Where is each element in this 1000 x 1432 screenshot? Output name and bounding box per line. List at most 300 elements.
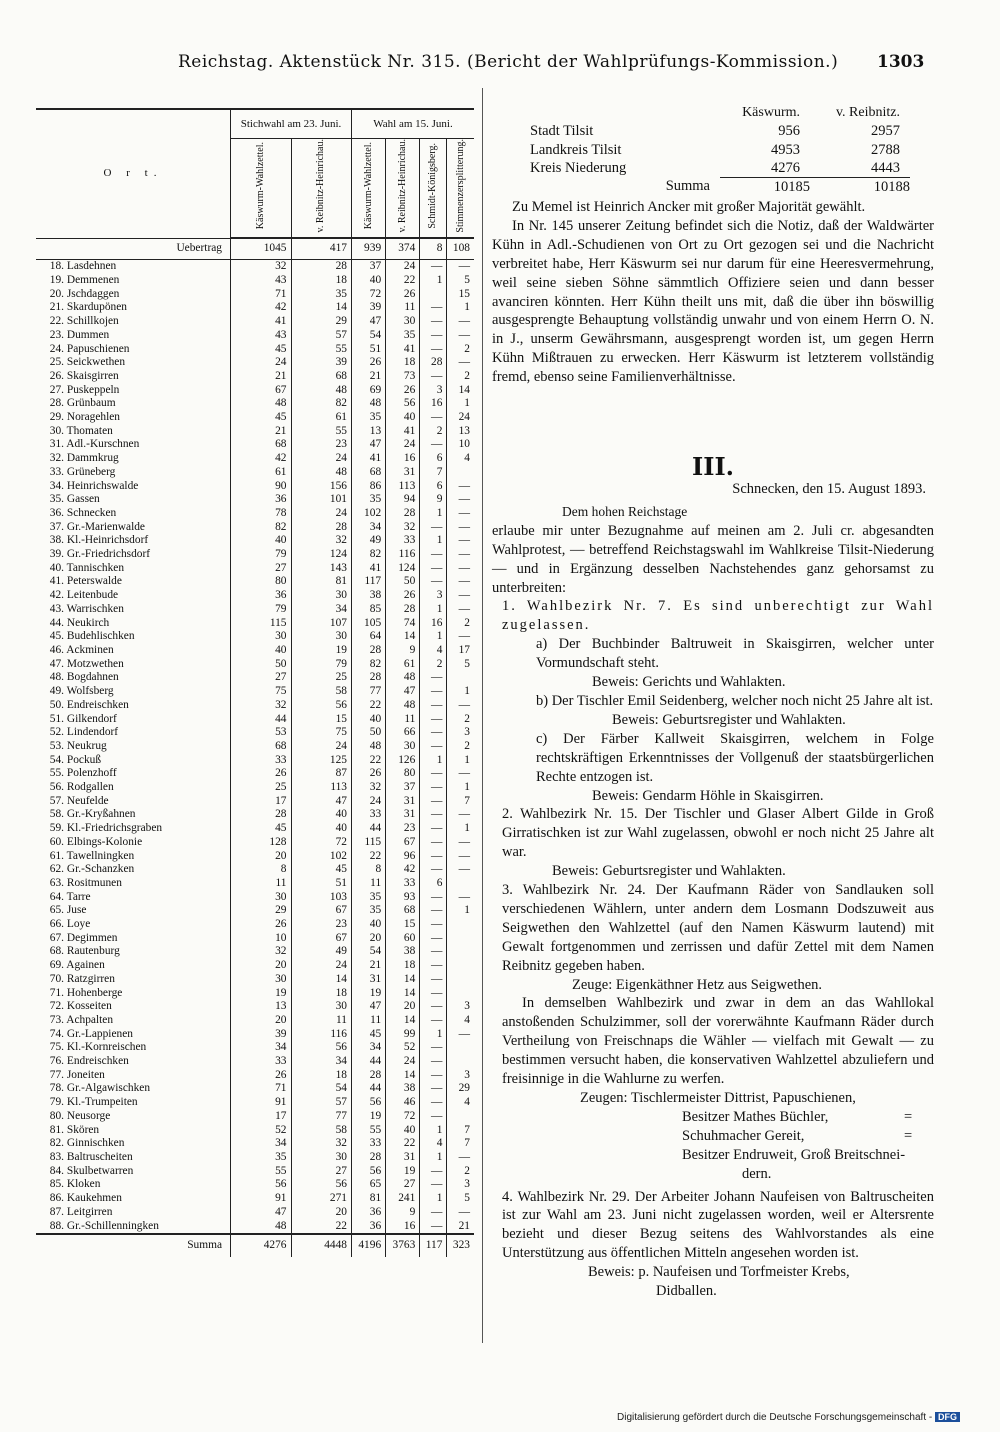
vote-cell: 73 [386, 370, 420, 384]
vote-cell: 30 [291, 1000, 352, 1014]
vote-cell: 3763 [386, 1234, 420, 1257]
place-name: Kloken [66, 1178, 101, 1191]
vote-cell: 32 [291, 534, 352, 548]
vote-head-kaeswurm: Käswurm. [742, 105, 800, 120]
vote-cell: 11 [231, 877, 292, 891]
row-number: 67. [49, 931, 64, 944]
vote-cell: 2 [420, 425, 447, 439]
vote-cell: 87 [291, 767, 352, 781]
vote-cell: — [447, 1028, 474, 1042]
vote-cell: 4 [447, 452, 474, 466]
vote-cell: 23 [291, 438, 352, 452]
place-name: Gr.-Schillenningken [66, 1219, 159, 1232]
vote-cell: — [447, 699, 474, 713]
table-row [36, 671, 474, 685]
vote-cell: 14 [386, 1014, 420, 1028]
vote-cell: 51 [352, 343, 386, 357]
table-row [36, 1069, 474, 1083]
vote-cell: 26 [352, 356, 386, 370]
row-number: 49. [49, 685, 64, 698]
vote-cell: 47 [291, 795, 352, 809]
vote-cell: 14 [386, 1069, 420, 1083]
vote-cell: 115 [231, 617, 292, 631]
place-name: Kl.-Friedrichsgraben [66, 822, 163, 835]
vote-cell: 21 [352, 370, 386, 384]
column-header-label: v. Reibnitz-Heinrichau. [315, 139, 327, 233]
row-number: 80. [49, 1109, 64, 1122]
vote-cell: — [420, 301, 447, 315]
place-name: Degimmen [66, 931, 118, 944]
vote-cell: 5 [447, 274, 474, 288]
vote-cell: 1 [447, 754, 474, 768]
vote-cell: 34 [291, 603, 352, 617]
vote-cell: 96 [386, 850, 420, 864]
vote-cell: — [420, 918, 447, 932]
vote-cell: 44 [352, 1082, 386, 1096]
row-number: 41. [49, 575, 64, 588]
vote-cell: 1 [420, 1192, 447, 1206]
place-name: Polenzhoff [66, 767, 117, 780]
row-number: 65. [49, 904, 64, 917]
item-3: 3. Wahlbezirk Nr. 24. Der Kaufmann Räder von Sandlauken soll verschiedenen Wählern, unter andern dem Losmann Dodszuweit aus Seigwethen den Wahlzettel (auf den Namen Käswurm lautend) mit Gewalt fortgenommen und zerrissen und dafür Zettel mit dem Namen Reibnitz gegeben haben. [502, 882, 934, 974]
vote-cell: 26 [386, 589, 420, 603]
vote-cell: 14 [386, 987, 420, 1001]
vote-cell: 9 [386, 644, 420, 658]
vote-cell: 49 [291, 945, 352, 959]
place-name: Neukrug [66, 739, 107, 752]
vote-cell: 156 [291, 480, 352, 494]
vote-cell: 6 [420, 877, 447, 891]
vote-cell: — [420, 726, 447, 740]
place-name: Lindendorf [66, 726, 119, 739]
vote-cell: 22 [352, 850, 386, 864]
vote-cell: 28 [231, 808, 292, 822]
vote-cell: 11 [291, 1014, 352, 1028]
table-row [36, 658, 474, 672]
vote-cell: 34 [231, 1041, 292, 1055]
item-3-witnesses-5: dern. [742, 1165, 772, 1182]
table-row [36, 1178, 474, 1192]
vote-cell: 20 [231, 1014, 292, 1028]
place-name: Gr.-Kryßahnen [66, 808, 136, 821]
vote-cell: — [447, 356, 474, 370]
vote-cell: 28 [386, 507, 420, 521]
paragraph-intro: erlaube mir unter Bezugnahme auf meinen am 2. Juli cr. abgesandten Wahlprotest, — betreffend Reichstagswahl im Wahlkreise Tilsit-Niederung — und in Ergänzung desselben Nachstehendes ganz gehorsamst zu unterbreiten: [492, 522, 934, 596]
row-number: 83. [49, 1151, 64, 1163]
vote-cell: 30 [386, 315, 420, 329]
vote-cell: 24 [386, 260, 420, 274]
place-name: Kosseiten [66, 1000, 112, 1013]
vote-row [530, 141, 910, 159]
vote-cell: 33 [352, 1137, 386, 1151]
vote-cell: 58 [291, 1124, 352, 1138]
vote-cell: 1045 [231, 238, 292, 260]
vote-cell: 35 [352, 891, 386, 905]
row-number: 86. [49, 1192, 64, 1205]
vote-cell: 20 [231, 850, 292, 864]
table-row [36, 1192, 474, 1206]
vote-cell: 57 [291, 329, 352, 343]
place-name: Puskeppeln [66, 383, 120, 396]
vote-cell: 116 [386, 548, 420, 562]
vote-cell: 16 [420, 397, 447, 411]
table-row [36, 466, 474, 480]
vote-cell: 17 [231, 1110, 292, 1124]
table-row [36, 740, 474, 754]
vote-cell: 38 [352, 589, 386, 603]
vote-cell: 14 [291, 301, 352, 315]
place-name: Grüneberg [66, 465, 116, 478]
place-name: Dammkrug [66, 452, 119, 465]
row-number: 53. [49, 739, 64, 752]
vote-cell: 19 [352, 1110, 386, 1124]
place-name: Seickwethen [66, 356, 126, 369]
row-number: 32. [49, 452, 64, 465]
vote-cell: 19 [352, 987, 386, 1001]
vote-cell: 28 [291, 260, 352, 274]
vote-cell: 26 [231, 767, 292, 781]
vote-cell: 48 [291, 466, 352, 480]
table-row [36, 301, 474, 315]
vote-cell: 39 [231, 1028, 292, 1042]
table-row [36, 1055, 474, 1069]
vote-cell: — [420, 1014, 447, 1028]
vote-cell: — [447, 493, 474, 507]
table-row [36, 754, 474, 768]
vote-cell: 38 [386, 1082, 420, 1096]
vote-cell: 34 [291, 1055, 352, 1069]
vote-cell: 19 [386, 1165, 420, 1179]
vote-cell: 4196 [352, 1234, 386, 1257]
item-4-proof-2: Didballen. [656, 1283, 717, 1300]
place-name: Schnecken [66, 506, 117, 519]
table-row [36, 630, 474, 644]
vote-cell: 68 [352, 466, 386, 480]
vote-cell: 11 [386, 713, 420, 727]
vote-cell: 71 [231, 1082, 292, 1096]
table-row [36, 1014, 474, 1028]
row-number: 77. [49, 1068, 64, 1081]
vote-cell: 28 [386, 603, 420, 617]
place-name: Gassen [66, 493, 100, 506]
row-number: 37. [49, 520, 64, 533]
table-row [36, 274, 474, 288]
vote-cell [420, 288, 447, 302]
row-number: 78. [49, 1082, 64, 1095]
vote-cell: 80 [386, 767, 420, 781]
vote-cell: 108 [447, 238, 474, 260]
place-name: Baltruscheiten [66, 1151, 133, 1163]
vote-cell: 1 [447, 685, 474, 699]
vote-cell: 56 [352, 1096, 386, 1110]
table-row [36, 411, 474, 425]
row-number: 58. [49, 808, 64, 821]
row-number: 30. [49, 424, 64, 437]
vote-cell: — [420, 781, 447, 795]
row-number: 20. [49, 287, 64, 300]
vote-cell: 22 [386, 1137, 420, 1151]
vote-cell: 68 [231, 740, 292, 754]
vote-cell: 21 [231, 425, 292, 439]
vote-cell: — [420, 740, 447, 754]
vote-cell: 94 [386, 493, 420, 507]
vote-cell: 35 [352, 493, 386, 507]
vote-cell: 1 [420, 1151, 447, 1165]
vote-cell: 5 [447, 1192, 474, 1206]
table-row [36, 329, 474, 343]
row-number: 71. [49, 986, 64, 999]
place-name: Bogdahnen [66, 671, 119, 684]
vote-cell: — [420, 548, 447, 562]
table-row [36, 767, 474, 781]
row-number: 63. [49, 876, 64, 889]
row-number: 47. [49, 657, 64, 670]
vote-cell: 48 [291, 384, 352, 398]
vote-cell: — [420, 987, 447, 1001]
vote-cell: — [420, 713, 447, 727]
vote-cell: 15 [386, 918, 420, 932]
vote-cell: 16 [386, 1220, 420, 1235]
vote-cell: 1 [420, 630, 447, 644]
vote-cell: 3 [447, 1178, 474, 1192]
vote-cell: 126 [386, 754, 420, 768]
vote-cell: 54 [352, 945, 386, 959]
vote-cell: 79 [231, 603, 292, 617]
vote-cell: 2 [447, 617, 474, 631]
vote-cell: 24 [447, 411, 474, 425]
vote-cell: 8 [352, 863, 386, 877]
footer-credit [617, 1412, 960, 1423]
vote-cell: 10 [231, 932, 292, 946]
row-number: 34. [49, 479, 64, 492]
vote-cell: 56 [291, 699, 352, 713]
vote-cell: 30 [231, 630, 292, 644]
vote-district: Landkreis Tilsit [530, 141, 622, 158]
vote-cell: 56 [231, 1178, 292, 1192]
vote-cell: — [420, 411, 447, 425]
place-name: Pockuß [66, 753, 102, 766]
vote-cell: 24 [386, 438, 420, 452]
vote-cell [447, 945, 474, 959]
vote-cell: 54 [291, 1082, 352, 1096]
row-number: 25. [49, 356, 64, 369]
vote-cell: 56 [291, 1041, 352, 1055]
vote-cell: 24 [231, 356, 292, 370]
vote-cell: 82 [352, 658, 386, 672]
place-name: Endreischken [66, 1055, 129, 1068]
vote-cell: 14 [386, 973, 420, 987]
vote-cell: 30 [231, 891, 292, 905]
vote-cell: 7 [447, 1124, 474, 1138]
place-name: Neusorge [66, 1109, 111, 1122]
row-number: 81. [49, 1123, 64, 1136]
vote-cell: — [420, 1041, 447, 1055]
vote-cell: — [420, 1082, 447, 1096]
vote-cell: 18 [291, 1069, 352, 1083]
vote-cell: — [420, 767, 447, 781]
row-number: 64. [49, 890, 64, 903]
place-name: Tannischken [66, 561, 125, 574]
vote-cell: 65 [352, 1178, 386, 1192]
vote-cell: 48 [231, 1220, 292, 1235]
vote-cell: 34 [352, 521, 386, 535]
vote-cell: 82 [291, 397, 352, 411]
vote-cell: — [447, 534, 474, 548]
vote-cell: 117 [420, 1234, 447, 1257]
vote-cell: 35 [291, 288, 352, 302]
vote-cell: 67 [386, 836, 420, 850]
row-number: 61. [49, 849, 64, 862]
vote-cell: 40 [231, 644, 292, 658]
place-name: Warrischken [66, 602, 124, 615]
place-name: Papuschienen [66, 342, 130, 355]
vote-cell: 113 [386, 480, 420, 494]
vote-cell: 18 [386, 356, 420, 370]
place-name: Jschdaggen [66, 287, 120, 300]
place-name: Gr.-Friedrichsdorf [66, 548, 151, 561]
item-1b-proof: Beweis: Geburtsregister und Wahlakten. [612, 711, 846, 728]
place-name: Ackminen [66, 643, 114, 656]
vote-cell: 4 [420, 1137, 447, 1151]
vote-cell: 17 [447, 644, 474, 658]
table-row [36, 891, 474, 905]
row-number: 50. [49, 698, 64, 711]
vote-cell: 42 [386, 863, 420, 877]
vote-kaeswurm: 4276 [771, 159, 800, 176]
vote-cell: — [420, 863, 447, 877]
table-row [36, 945, 474, 959]
vote-cell: 48 [386, 699, 420, 713]
vote-cell: 17 [231, 795, 292, 809]
vote-cell: 68 [386, 904, 420, 918]
vote-cell: 5 [447, 658, 474, 672]
vote-total-b: 10188 [810, 177, 910, 195]
table-row [36, 315, 474, 329]
vote-cell: — [420, 904, 447, 918]
vote-cell: 128 [231, 836, 292, 850]
place-name: Leitgirren [66, 1205, 113, 1218]
vote-cell: 1 [447, 301, 474, 315]
place-name: Dummen [66, 328, 110, 341]
vote-cell: 16 [420, 617, 447, 631]
table-row [36, 795, 474, 809]
place-name: Neufelde [66, 794, 109, 807]
vote-cell: 28 [352, 1151, 386, 1165]
vote-cell: 102 [291, 850, 352, 864]
vote-cell: — [420, 973, 447, 987]
row-number: 22. [49, 315, 64, 328]
place-name: Gr.-Schanzken [66, 863, 135, 876]
vote-cell: 25 [291, 671, 352, 685]
vote-cell: 45 [231, 411, 292, 425]
vote-cell: 323 [447, 1234, 474, 1257]
vote-reibnitz: 4443 [871, 159, 900, 176]
vote-cell: 3 [447, 1000, 474, 1014]
row-number: 56. [49, 781, 64, 794]
row-number: 24. [49, 342, 64, 355]
vote-cell: 71 [231, 288, 292, 302]
vote-cell: — [420, 699, 447, 713]
table-row [36, 534, 474, 548]
vote-cell: 48 [386, 671, 420, 685]
vote-cell: 77 [291, 1110, 352, 1124]
vote-cell: — [447, 315, 474, 329]
vote-cell: — [420, 562, 447, 576]
dfg-logo: DFG [935, 1412, 960, 1422]
vote-cell: 14 [291, 973, 352, 987]
table-row [36, 863, 474, 877]
vote-cell: 14 [447, 384, 474, 398]
row-number: 62. [49, 863, 64, 876]
sum-row [36, 1234, 474, 1257]
vote-cell: — [420, 1055, 447, 1069]
row-number: 60. [49, 835, 64, 848]
vote-cell: 28 [352, 671, 386, 685]
item-3-paragraph: In demselben Wahlbezirk und zwar in dem an das Wahllokal anstoßenden Schulzimmer, soll der vorerwähnte Kaufmann Räder durch Vertheilung von Freischnaps die Wähler — vielfach mit Gewalt — zu bestimmen versucht haben, die konservativen Wahlzettel abzuliefern und freisinnige in die Wahlurne zu werfen. [502, 995, 934, 1088]
vote-cell: 15 [291, 713, 352, 727]
vote-cell: 28 [291, 521, 352, 535]
vote-cell: 13 [352, 425, 386, 439]
vote-summary [530, 104, 910, 195]
item-3-witness: Zeuge: Eigenkäthner Hetz aus Seigwethen. [572, 976, 823, 993]
vote-cell: 24 [291, 959, 352, 973]
row-number: 59. [49, 822, 64, 835]
vote-cell: 39 [352, 301, 386, 315]
vote-cell: — [420, 329, 447, 343]
vote-cell: 56 [352, 1165, 386, 1179]
footer-text: Digitalisierung gefördert durch die Deutsche Forschungsgemeinschaft - [617, 1412, 933, 1423]
place-name: Ginnischken [66, 1137, 125, 1150]
vote-cell: 61 [231, 466, 292, 480]
vote-cell: 10 [447, 438, 474, 452]
vote-cell: 271 [291, 1192, 352, 1206]
vote-cell: 91 [231, 1192, 292, 1206]
vote-cell: 20 [231, 959, 292, 973]
place-name: Kl.-Trumpeiten [66, 1096, 138, 1109]
vote-cell: — [447, 260, 474, 274]
vote-cell: 1 [420, 534, 447, 548]
row-number: 28. [49, 397, 64, 410]
place-name: Leitenbude [66, 589, 119, 602]
table-row [36, 384, 474, 398]
table-row [36, 397, 474, 411]
vote-cell: 20 [352, 932, 386, 946]
vote-cell: 50 [386, 575, 420, 589]
table-row [36, 507, 474, 521]
vote-cell: — [447, 329, 474, 343]
vote-cell: 60 [386, 932, 420, 946]
vote-cell: 45 [231, 343, 292, 357]
place-name: Tarre [66, 890, 91, 903]
vote-cell: 40 [386, 411, 420, 425]
place-name: Wolfsberg [66, 685, 114, 698]
column-header [420, 139, 447, 239]
vote-cell: 47 [352, 438, 386, 452]
vote-cell: 21 [231, 370, 292, 384]
vote-cell: 37 [352, 260, 386, 274]
vote-cell: 35 [352, 904, 386, 918]
carry-label: Uebertrag [176, 242, 222, 255]
vote-cell: 28 [420, 356, 447, 370]
column-header [447, 139, 474, 239]
table-row [36, 1082, 474, 1096]
place-name: Juse [66, 904, 87, 917]
vote-cell: 24 [386, 1055, 420, 1069]
row-number: 52. [49, 726, 64, 739]
place-name: Neukirch [66, 616, 110, 629]
vote-cell: 11 [386, 301, 420, 315]
vote-cell [447, 987, 474, 1001]
